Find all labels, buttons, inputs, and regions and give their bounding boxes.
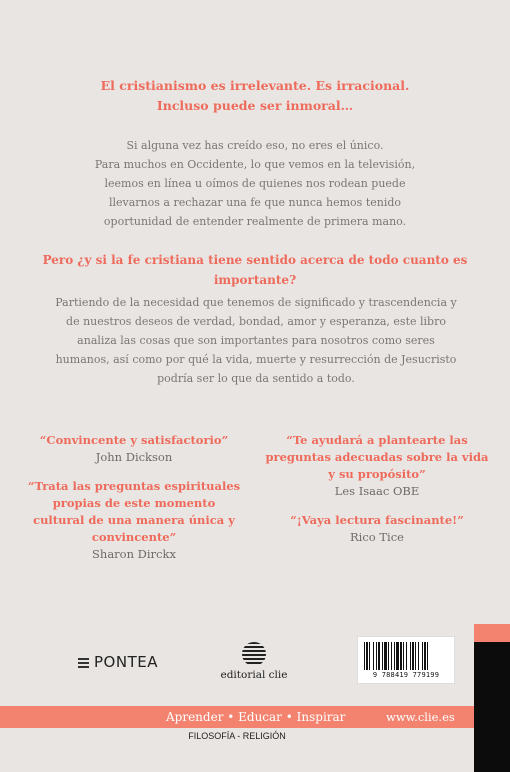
paragraph-line: analiza las cosas que son importantes para nosotros como seres xyxy=(77,334,435,347)
quote-line: convincente” xyxy=(91,530,177,544)
endorsements-left xyxy=(24,432,244,575)
endorsement xyxy=(24,478,244,563)
intro-line-1: El cristianismo es irrelevante. Es irracional. xyxy=(100,78,410,93)
publisher-motto: Aprender • Educar • Inspirar xyxy=(166,710,346,724)
endorsement-quote xyxy=(262,512,492,529)
paragraph-line: podría ser lo que da sentido a todo. xyxy=(157,372,355,385)
paragraph-line: Partiendo de la necesidad que tenemos de significado y trascendencia y xyxy=(55,296,457,309)
isbn-number: 9 788419 779199 xyxy=(372,671,440,679)
quote-line: “Convincente y satisfactorio” xyxy=(39,433,229,447)
book-category: FILOSOFÍA - RELIGIÓN xyxy=(188,731,286,741)
pontea-wordmark: PONTEA xyxy=(94,653,158,671)
quote-line: propias de este momento xyxy=(52,496,216,510)
clie-logo xyxy=(214,642,294,681)
spine-accent xyxy=(474,624,510,642)
barcode-icon xyxy=(364,642,448,670)
endorsements-right xyxy=(262,432,492,558)
key-question xyxy=(40,250,470,290)
paragraph-line: humanos, así como por qué la vida, muerte y resurrección de Jesucristo xyxy=(55,353,457,366)
paragraph-line: Para muchos en Occidente, lo que vemos en la televisión, xyxy=(94,158,416,171)
endorsement xyxy=(262,512,492,546)
paragraph-line: oportunidad de entender realmente de primera mano. xyxy=(103,215,407,228)
quote-line: “Trata las preguntas espirituales xyxy=(27,479,241,493)
question-line: importante? xyxy=(213,273,297,287)
pontea-logo xyxy=(78,651,158,673)
question-line: Pero ¿y si la fe cristiana tiene sentido acerca de todo cuanto es xyxy=(42,253,468,267)
intro-line-2: Incluso puede ser inmoral… xyxy=(156,98,354,113)
endorsement-quote xyxy=(24,432,244,449)
description-paragraph xyxy=(36,293,476,388)
quote-line: “¡Vaya lectura fascinante!” xyxy=(290,513,464,527)
endorsement-quote xyxy=(262,432,492,483)
endorsement xyxy=(262,432,492,500)
endorsement-author: Les Isaac OBE xyxy=(334,484,420,498)
spine-strip xyxy=(474,624,510,772)
pontea-icon xyxy=(78,657,89,668)
quote-line: cultural de una manera única y xyxy=(33,513,235,527)
endorsement-author: Sharon Dirckx xyxy=(92,547,176,561)
publisher-website: www.clie.es xyxy=(386,710,455,724)
clie-globe-icon xyxy=(242,642,266,666)
quote-line: y su propósito” xyxy=(328,467,426,481)
endorsement-quote xyxy=(24,478,244,546)
isbn-barcode xyxy=(357,636,455,684)
paragraph-line: de nuestros deseos de verdad, bondad, amor y esperanza, este libro xyxy=(66,315,446,328)
endorsement-author: John Dickson xyxy=(95,450,173,464)
endorsement xyxy=(24,432,244,466)
quote-line: “Te ayudará a plantearte las xyxy=(286,433,468,447)
intro-heading xyxy=(0,76,510,116)
paragraph-line: Si alguna vez has creído eso, no eres el único. xyxy=(126,139,384,152)
clie-wordmark: editorial clie xyxy=(220,669,288,681)
paragraph-line: llevarnos a rechazar una fe que nunca hemos tenido xyxy=(108,196,402,209)
paragraph-line: leemos en línea u oímos de quienes nos rodean puede xyxy=(104,177,406,190)
endorsement-author: Rico Tice xyxy=(350,530,404,544)
intro-paragraph xyxy=(30,136,480,231)
quote-line: preguntas adecuadas sobre la vida xyxy=(265,450,489,464)
